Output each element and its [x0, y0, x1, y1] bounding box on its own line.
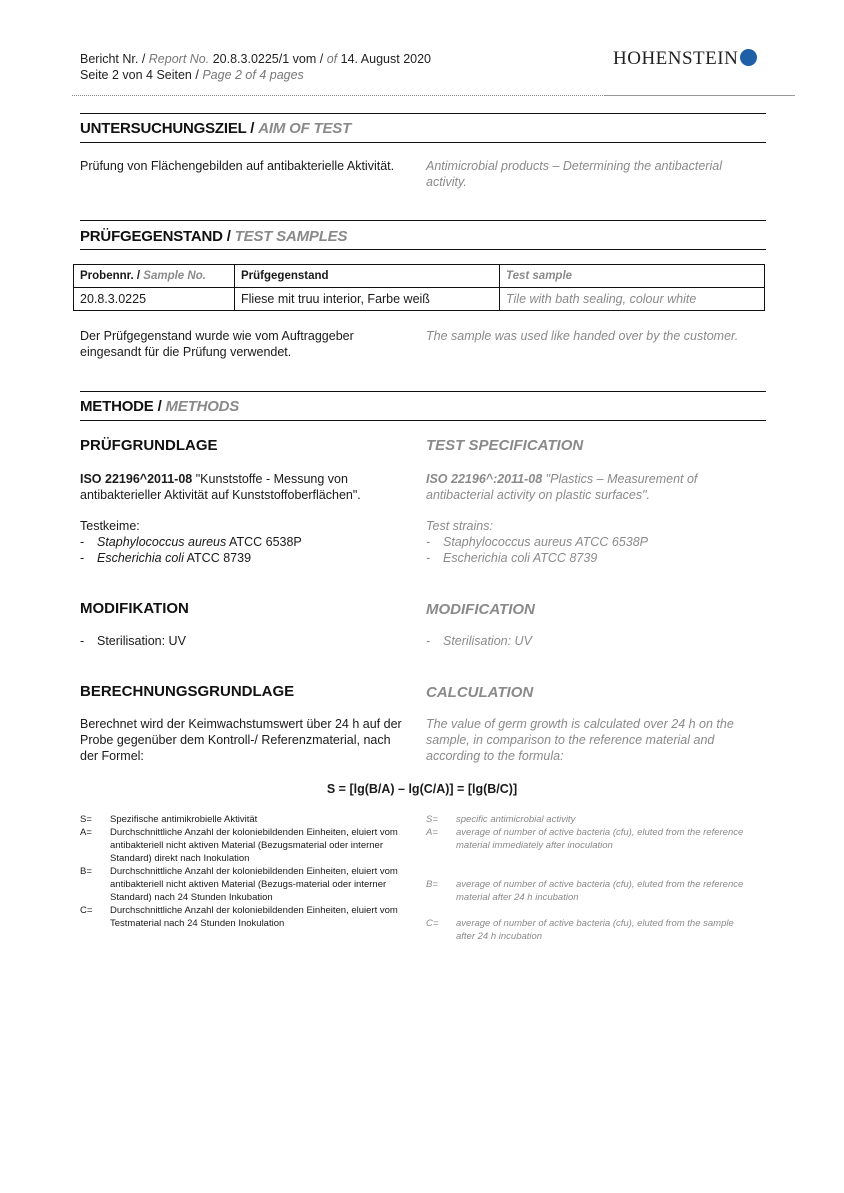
methods-title-en: METHODS — [165, 398, 240, 415]
samples-table — [73, 264, 765, 311]
report-label-de: Bericht Nr. / — [80, 52, 146, 66]
sample-item-en: Tile with bath sealing, colour white — [500, 288, 765, 311]
strain2-code: ATCC 8739 — [186, 551, 252, 565]
report-number: 20.8.3.0225/1 — [212, 52, 290, 66]
iso-desc-en: "Plastics – Measurement of antibacterial activity on plastic surfaces". — [426, 472, 698, 502]
modification-de — [80, 633, 410, 649]
modification-heading-de: MODIFIKATION — [80, 600, 189, 617]
section-rule — [80, 142, 766, 143]
report-label-en: Report No. — [148, 52, 210, 66]
test-spec-heading-de: PRÜFGRUNDLAGE — [80, 437, 218, 454]
modification-en — [426, 633, 756, 649]
aim-title-en: AIM OF TEST — [258, 120, 352, 137]
aim-section-title — [80, 120, 351, 137]
strain2-code-en: ATCC 8739 — [532, 551, 598, 565]
col-test-sample: Test sample — [500, 265, 765, 288]
legend-row — [80, 904, 415, 930]
report-header — [80, 51, 431, 83]
legend-row — [426, 826, 746, 878]
legend-text-de: Spezifische antimikrobielle Aktivität — [110, 814, 258, 825]
logo-dot-icon — [740, 49, 757, 66]
calculation-heading-en: CALCULATION — [426, 684, 534, 701]
sample-item-de: Fliese mit truu interior, Farbe weiß — [235, 288, 500, 311]
col-sample-no-en: Sample No. — [143, 270, 206, 282]
page-label-en: Page 2 of 4 pages — [202, 68, 304, 82]
legend-row — [426, 878, 746, 917]
formula: S = [lg(B/A) – lg(C/A)] = [lg(B/C)] — [326, 782, 518, 796]
list-item — [426, 534, 756, 550]
iso-text-de — [80, 471, 410, 503]
legend-text-de: Durchschnittliche Anzahl der koloniebildenden Einheiten, eluiert vom antibakteriell nicht aktiven Material (Bezugs-material oder interner Standard) nach 24 Stunden Inkubation — [110, 866, 398, 903]
header-divider-right — [605, 95, 795, 96]
legend-text-en: average of number of active bacteria (cfu), eluted from the reference material after 24 h incubation — [456, 879, 744, 903]
methods-title-de: METHODE / — [80, 398, 162, 415]
legend-symbol: B= — [80, 866, 92, 877]
header-divider — [72, 95, 605, 96]
page-label-de: Seite 2 von 4 Seiten / — [80, 68, 199, 82]
iso-code-de: ISO 22196^2011-08 — [80, 472, 193, 486]
iso-desc-de: "Kunststoffe - Messung von antibakterieller Aktivität auf Kunststoffoberflächen". — [80, 472, 361, 502]
aim-text-de: Prüfung von Flächengebilden auf antibakterielle Aktivität. — [80, 159, 395, 173]
aim-text-en: Antimicrobial products – Determining the antibacterial activity. — [426, 159, 722, 189]
samples-section-title — [80, 228, 347, 245]
legend-text-de: Durchschnittliche Anzahl der koloniebildenden Einheiten, eluiert vom Testmaterial nach 24 Stunden Inokulation — [110, 905, 398, 929]
strains-de — [80, 518, 410, 566]
samples-title-en: TEST SAMPLES — [234, 228, 348, 245]
samples-note-en: The sample was used like handed over by the customer. — [426, 329, 739, 343]
strain1-name-en: Staphylococcus aureus — [443, 535, 573, 549]
section-rule — [80, 391, 766, 392]
from-label-en: of — [326, 52, 338, 66]
col-test-item: Prüfgegenstand — [235, 265, 500, 288]
col-sample-no — [74, 265, 235, 288]
strain2-name: Escherichia coli — [97, 551, 184, 565]
list-item — [426, 550, 756, 566]
iso-code-en: ISO 22196^:2011-08 — [426, 472, 543, 486]
legend-row — [426, 813, 746, 826]
legend-symbol-en: S= — [426, 814, 438, 825]
sample-number: 20.8.3.0225 — [74, 288, 235, 311]
list-item: - Sterilisation: UV — [426, 633, 756, 649]
modification-heading-en: MODIFICATION — [426, 601, 535, 618]
legend-en — [426, 813, 746, 943]
strains-en — [426, 518, 756, 566]
legend-symbol: S= — [80, 814, 92, 825]
strain1-code: ATCC 6538P — [229, 535, 302, 549]
table-header-row — [74, 265, 765, 288]
legend-text-en: specific antimicrobial activity — [456, 814, 576, 825]
samples-title-de: PRÜFGEGENSTAND / — [80, 228, 231, 245]
list-item — [80, 550, 410, 566]
samples-note-de: Der Prüfgegenstand wurde wie vom Auftraggeber eingesandt für die Prüfung verwendet. — [80, 329, 354, 359]
page-number-line — [80, 67, 431, 83]
legend-symbol-en: A= — [426, 827, 438, 838]
legend-row — [80, 813, 415, 826]
logo-text: HOHENSTEIN — [613, 48, 739, 69]
legend-text-de: Durchschnittliche Anzahl der koloniebildenden Einheiten, eluiert vom antibakteriell nicht aktiven Material (Bezugsmaterial oder interner Standard) direkt nach Inokulation — [110, 827, 398, 864]
list-item — [80, 534, 410, 550]
from-label-de: vom / — [292, 52, 324, 66]
strain2-name-en: Escherichia coli — [443, 551, 530, 565]
strain1-name: Staphylococcus aureus — [97, 535, 227, 549]
strains-label-en: Test strains: — [426, 519, 493, 533]
legend-row — [80, 865, 415, 904]
legend-symbol: C= — [80, 905, 93, 916]
methods-section-title — [80, 398, 239, 415]
legend-text-en: average of number of active bacteria (cfu), eluted from the reference material immediately after inoculation — [456, 827, 744, 851]
aim-title-de: UNTERSUCHUNGSZIEL / — [80, 120, 255, 137]
calculation-heading-de: BERECHNUNGSGRUNDLAGE — [80, 683, 295, 700]
legend-text-en: average of number of active bacteria (cfu), eluted from the sample after 24 h incubation — [456, 918, 734, 942]
section-rule — [80, 220, 766, 221]
calculation-text-de: Berechnet wird der Keimwachstumswert über 24 h auf der Probe gegenüber dem Kontroll-/ Referenzmaterial, nach der Formel: — [80, 717, 402, 763]
iso-text-en — [426, 471, 756, 503]
report-number-line — [80, 51, 431, 67]
section-rule — [80, 249, 766, 250]
list-item: - Sterilisation: UV — [80, 633, 410, 649]
strains-label-de: Testkeime: — [80, 519, 140, 533]
section-rule — [80, 420, 766, 421]
legend-row — [426, 917, 746, 943]
table-row — [74, 288, 765, 311]
section-rule — [80, 113, 766, 114]
legend-de — [80, 813, 415, 930]
legend-symbol-en: B= — [426, 879, 438, 890]
legend-symbol: A= — [80, 827, 92, 838]
calculation-text-en: The value of germ growth is calculated over 24 h on the sample, in comparison to the reference material and according to the formula: — [426, 717, 734, 763]
legend-symbol-en: C= — [426, 918, 439, 929]
hohenstein-logo — [613, 48, 757, 70]
test-spec-heading-en: TEST SPECIFICATION — [426, 437, 584, 454]
report-date: 14. August 2020 — [340, 52, 431, 66]
strain1-code-en: ATCC 6538P — [575, 535, 648, 549]
legend-row — [80, 826, 415, 865]
col-sample-no-de: Probennr. / — [80, 270, 141, 282]
